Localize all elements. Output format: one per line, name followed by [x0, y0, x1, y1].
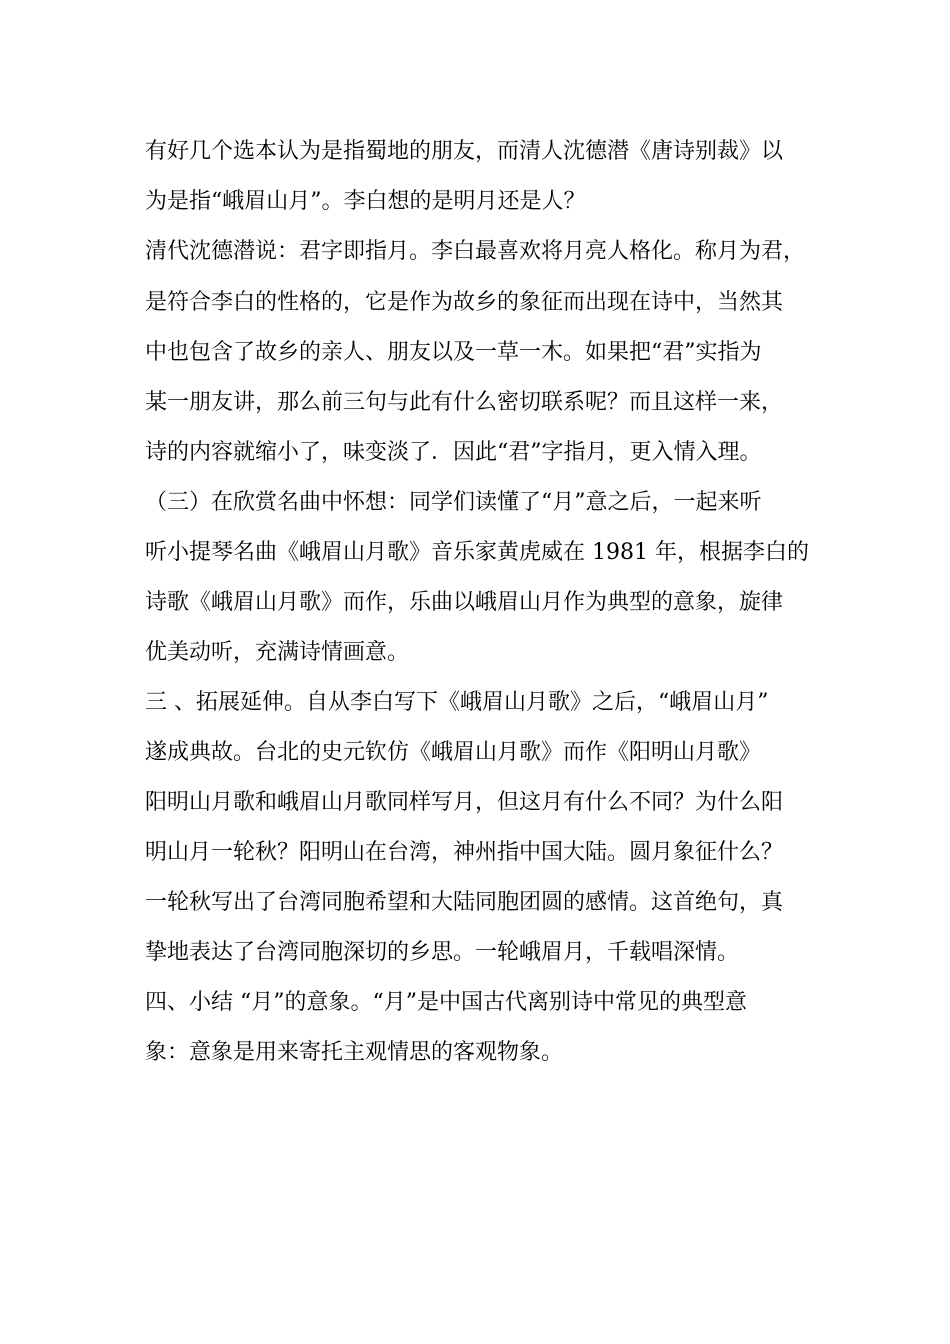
text-line: 为是指“峨眉山月”。李白想的是明月还是人？	[145, 189, 586, 214]
text-line: 听小提琴名曲《峨眉山月歌》音乐家黄虎威在 1981 年，根据李白的	[145, 540, 809, 565]
text-line: 有好几个选本认为是指蜀地的朋友，而清人沈德潜《唐诗别裁》以	[145, 139, 784, 164]
text-line: 中也包含了故乡的亲人、朋友以及一草一木。如果把“君”实指为	[145, 340, 762, 365]
text-line: 阳明山月歌和峨眉山月歌同样写月，但这月有什么不同？为什么阳	[145, 790, 784, 815]
text-line: 象：意象是用来寄托主观情思的客观物象。	[145, 1040, 564, 1065]
text-line: 遂成典故。台北的史元钦仿《峨眉山月歌》而作《阳明山月歌》	[145, 740, 762, 765]
text-line: 某一朋友讲，那么前三句与此有什么密切联系呢？而且这样一来，	[145, 390, 784, 415]
text-line: 清代沈德潜说：君字即指月。李白最喜欢将月亮人格化。称月为君，	[145, 239, 806, 264]
text-line: 三 、拓展延伸。自从李白写下《峨眉山月歌》之后，“峨眉山月”	[145, 690, 769, 715]
text-line: 明山月一轮秋？阳明山在台湾，神州指中国大陆。圆月象征什么？	[145, 840, 784, 865]
text-line: 是符合李白的性格的，它是作为故乡的象征而出现在诗中，当然其	[145, 290, 784, 315]
text-line: 诗歌《峨眉山月歌》而作，乐曲以峨眉山月作为典型的意象，旋律	[145, 590, 784, 615]
text-line: 诗的内容就缩小了，味变淡了．因此“君”字指月，更入情入理。	[145, 440, 762, 465]
text-line: （三）在欣赏名曲中怀想：同学们读懂了“月”意之后，一起来听	[145, 490, 762, 515]
text-line: 一轮秋写出了台湾同胞希望和大陆同胞团圆的感情。这首绝句，真	[145, 890, 784, 915]
text-line: 优美动听，充满诗情画意。	[145, 640, 410, 665]
text-line: 四、小结 “月”的意象。“月”是中国古代离别诗中常见的典型意	[145, 990, 747, 1015]
text-line: 挚地表达了台湾同胞深切的乡思。一轮峨眉月，千载唱深情。	[145, 940, 740, 965]
